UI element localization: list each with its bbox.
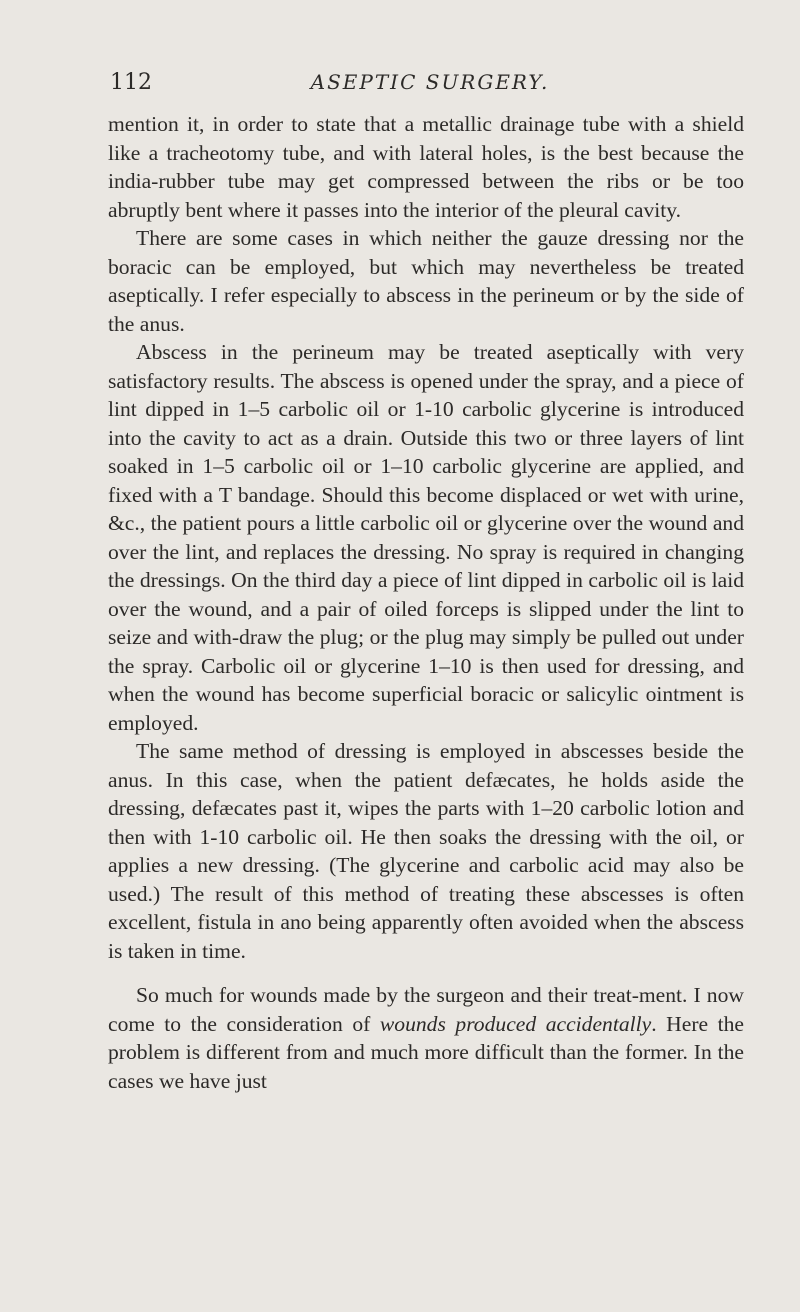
final-text-before: So much for wounds made by the surgeon and their treat-ment. I now come to the consideration of xyxy=(108,983,744,1036)
paragraph-final xyxy=(108,981,744,1095)
body-text xyxy=(108,110,744,1095)
final-text-after: . Here the problem is different from and much more difficult than the former. In the cases we have just xyxy=(108,1011,745,1093)
paragraph-continuation: mention it, in order to state that a metallic drainage tube with a shield like a tracheotomy tube, and with lateral holes, is the best because the india-rubber tube may get compressed between the ribs or be too abruptly bent where it passes into the interior of the pleural cavity. xyxy=(108,112,744,222)
final-emphasis: wounds produced accidentally xyxy=(379,1011,652,1036)
page-header xyxy=(110,70,750,100)
page-number: 112 xyxy=(110,70,152,95)
paragraph: The same method of dressing is employed in abscesses beside the anus. In this case, when the patient defæcates, he holds aside the dressing, defæcates past it, wipes the parts with 1–20 carbolic lotion and then with 1-10 carbolic oil. He then soaks the dressing with the oil, or applies a new dressing. (The glycerine and carbolic acid may also be used.) The result of this method of treating these abscesses is often excellent, fistula in ano being apparently often avoided when the abscess is taken in time. xyxy=(108,739,744,963)
running-head: ASEPTIC SURGERY. xyxy=(310,70,550,94)
paragraph: Abscess in the perineum may be treated aseptically with very satisfactory results. The abscess is opened under the spray, and a piece of lint dipped in 1–5 carbolic oil or 1-10 carbolic glycerine is introduced into the cavity to act as a drain. Outside this two or three layers of lint soaked in 1–5 carbolic oil or 1–10 carbolic glycerine are applied, and fixed with a T bandage. Should this become displaced or wet with urine, &c., the patient pours a little carbolic oil or glycerine over the wound and over the lint, and replaces the dressing. No spray is required in changing the dressings. On the third day a piece of lint dipped in carbolic oil is laid over the wound, and a pair of oiled forceps is slipped under the lint to seize and with-draw the plug; or the plug may simply be pulled out under the spray. Carbolic oil or glycerine 1–10 is then used for dressing, and when the wound has become superficial boracic or salicylic ointment is employed. xyxy=(108,340,744,735)
paragraph: There are some cases in which neither the gauze dressing nor the boracic can be employed, but which may nevertheless be treated aseptically. I refer especially to abscess in the perineum or by the side of the anus. xyxy=(108,226,744,336)
